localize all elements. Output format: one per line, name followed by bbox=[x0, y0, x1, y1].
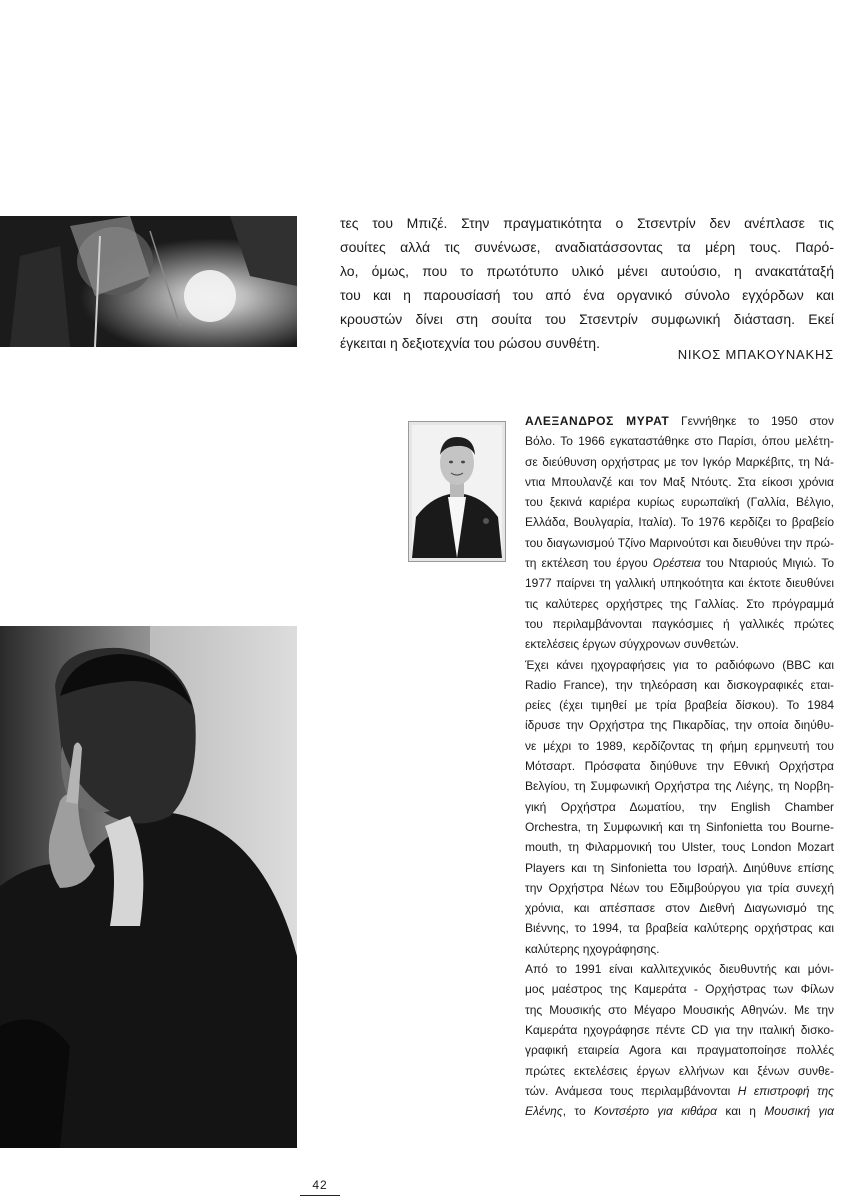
bio-line: Από το 1991 είναι καλλιτεχνικός διευθυντής και μόνι- bbox=[525, 962, 834, 977]
bio-text: , το bbox=[562, 1104, 595, 1119]
bio-line: mouth, τη Φιλαρμονική του Ulster, τους London Mozart bbox=[525, 840, 834, 855]
bio-line: νε μέχρι το 1989, κερδίζοντας τη φήμη ερμηνευτή του bbox=[525, 738, 834, 753]
work-title: Η επιστροφή της bbox=[737, 1083, 834, 1098]
bio-line: Players και τη Sinfonietta του Ισραήλ. Διηύθυνε επίσης bbox=[525, 860, 834, 875]
bio-line: εκτελέσεις έργων σύγχρονων συνθετών. bbox=[525, 637, 739, 652]
concert-photo-top bbox=[0, 216, 297, 347]
conductor-photo bbox=[0, 626, 297, 1148]
article-paragraph bbox=[340, 211, 834, 355]
bio-line: πρώτες εκτελέσεις έργων ελλήνων και ξένων συνθε- bbox=[525, 1063, 834, 1078]
bio-line: Βόλο. Το 1966 εγκαταστάθηκε στο Παρίσι, όπου μελέτη- bbox=[525, 434, 834, 449]
bio-line: Μότσαρτ. Πρόσφατα διηύθυνε την Εθνική Ορχήστρα bbox=[525, 759, 834, 774]
bio-line: Radio France), την τηλεόραση και δισκογραφικές εται- bbox=[525, 677, 834, 692]
bio-line: του περιλαμβάνονται παγκόσμιες ή γαλλικές πρώτες bbox=[525, 616, 834, 631]
bio-line: της Μουσικής στο Μέγαρο Μουσικής Αθηνών. Με την bbox=[525, 1002, 834, 1017]
bio-line bbox=[525, 411, 834, 431]
bio-line: Ελλάδα, Βουλγαρία, Ιταλία). Το 1976 κερδίζει το βραβείο bbox=[525, 515, 834, 530]
work-title: Μουσική για bbox=[764, 1104, 835, 1119]
article-line: σουίτες αλλά τις συνένωσε, αναδιατάσσοντας τα μέρη τους. Παρό- bbox=[340, 239, 834, 255]
bio-line bbox=[525, 1101, 834, 1121]
bio-line: του ξεκινά καριέρα κυρίως ευρωπαϊκή (Γαλλία, Βέλγιο, bbox=[525, 495, 834, 510]
bio-line: τις καλύτερες ορχήστρες της Γαλλίας. Στο πρόγραμμά bbox=[525, 596, 834, 611]
bio-name: ΑΛΕΞΑΝΔΡΟΣ ΜΥΡΑΤ bbox=[525, 414, 670, 428]
bio-line bbox=[525, 553, 834, 573]
bio-line: ρείες (έχει τιμηθεί με τρία βραβεία δίσκου). Το 1984 bbox=[525, 698, 834, 713]
bio-line: Orchestra, τη Συμφωνική και τη Sinfonietta του Bourne- bbox=[525, 819, 834, 834]
bio-line: σε διεύθυνση ορχήστρας με τον Ιγκόρ Μαρκέβιτς, τη Νά- bbox=[525, 454, 834, 469]
portrait-photo bbox=[408, 421, 506, 562]
bio-line: 1977 παίρνει τη γαλλική υπηκοότητα και έκτοτε διευθύνει bbox=[525, 576, 834, 591]
bio-line bbox=[525, 1081, 834, 1101]
bio-line: γική Ορχήστρα Δωματίου, την English Chamber bbox=[525, 799, 834, 814]
bio-line: γραφική εταιρεία Agora και πραγματοποίησε πολλές bbox=[525, 1043, 834, 1058]
work-title: Ελένης bbox=[525, 1104, 563, 1119]
article-line: λο, όμως, που το πρωτότυπο υλικό μένει αυτούσιο, η ανακατάταξή bbox=[340, 263, 834, 279]
bio-text: και η bbox=[717, 1104, 765, 1119]
bio-text: τών. Ανάμεσα τους περιλαμβάνονται bbox=[525, 1083, 738, 1098]
page-number: 42 bbox=[300, 1178, 340, 1196]
bio-text: του Νταριούς Μιγιώ. Το bbox=[700, 556, 835, 571]
bio-line: Βιέννης, το 1994, τα βραβεία καλύτερης ορχήστρας και bbox=[525, 921, 834, 936]
article-author: ΝΙΚΟΣ ΜΠΑΚΟΥΝΑΚΗΣ bbox=[677, 347, 834, 362]
bio-line: την Ορχήστρα Νέων του Εδιμβούργου για τρία συνεχή bbox=[525, 880, 834, 895]
work-title: Ορέστεια bbox=[652, 556, 701, 571]
bio-text: τη εκτέλεση του έργου bbox=[525, 556, 653, 571]
biography bbox=[525, 411, 834, 1121]
bio-line: χρόνια, και απέσπασε στον Διεθνή Διαγωνισμό της bbox=[525, 901, 834, 916]
bio-line: ίδρυσε την Ορχήστρα της Πικαρδίας, την οποία διηύθυ- bbox=[525, 718, 834, 733]
bio-line: μος μαέστρος της Καμεράτα - Ορχήστρας των Φίλων bbox=[525, 982, 834, 997]
article-line: του και η παρουσίασή του από ένα οργανικό σύνολο εγχόρδων και bbox=[340, 287, 834, 303]
bio-line: Καμεράτα ηχογράφησε πέντε CD για την ιταλική δισκο- bbox=[525, 1022, 834, 1037]
article-line: κρουστών δίνει στη σουίτα του Στσεντρίν συμφωνική διάσταση. Εκεί bbox=[340, 311, 834, 327]
bio-line: του διαγωνισμού Τζίνο Μαρινούτσι και διευθύνει την πρώ- bbox=[525, 535, 834, 550]
bio-text: Γεννήθηκε το 1950 στον bbox=[669, 414, 834, 428]
bio-line: Έχει κάνει ηχογραφήσεις για το ραδιόφωνο (BBC και bbox=[525, 657, 834, 672]
bio-line: ντια Μπουλανζέ και τον Μαξ Ντόυτς. Στα είκοσι χρόνια bbox=[525, 474, 834, 489]
article-line: τες του Μπιζέ. Στην πραγματικότητα ο Στσεντρίν δεν ανέπλασε τις bbox=[340, 215, 834, 231]
bio-line: καλύτερης ηχογράφησης. bbox=[525, 941, 660, 956]
bio-line: Βελγίου, τη Συμφωνική Ορχήστρα της Λιέγης, τη Νορβη- bbox=[525, 779, 834, 794]
article-line: έγκειται η δεξιοτεχνία του ρώσου συνθέτη. bbox=[340, 335, 600, 351]
work-title: Κοντσέρτο για κιθάρα bbox=[594, 1104, 717, 1119]
